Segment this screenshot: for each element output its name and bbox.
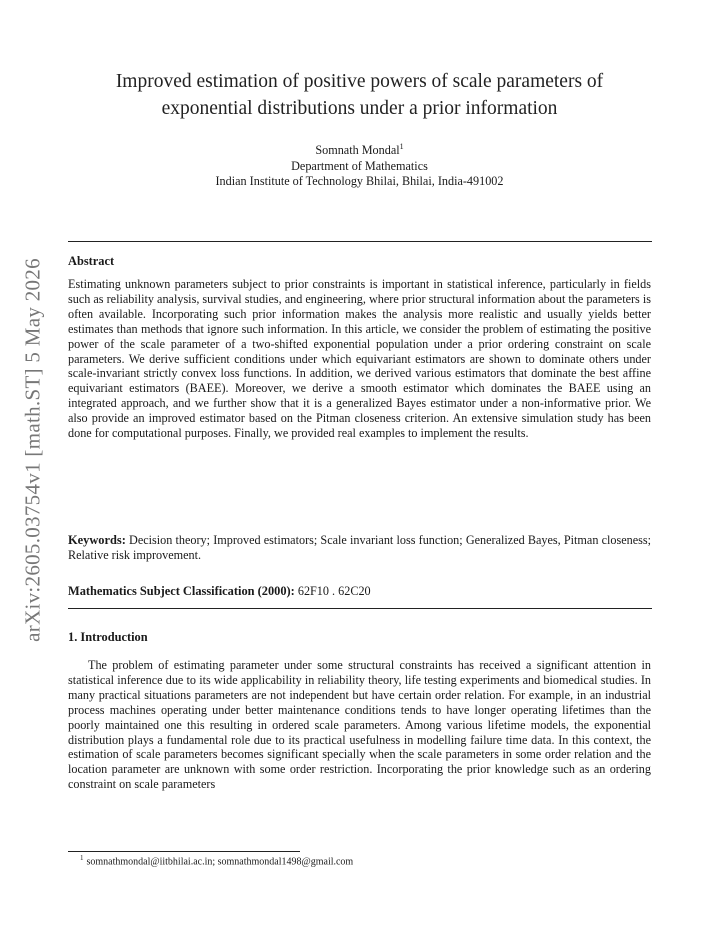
introduction-body: The problem of estimating parameter under some structural constraints has received a significant attention in statistical inference due to its wide applicability in reliability theory, life testing experiments and biomedical studies. In many practical situations parameters are not independent but have certain order relation. For example, in an industrial process machines operating under better maintenance conditions tends to have longer operating lifetimes than the poorly maintained one this resulting in ordered scale parameters. Among various lifetime models, the exponential distribution plays a fundamental role due to its practical usefulness in modelling failure time data. In this context, the estimation of scale parameters becomes significant specially when the scale parameters in some order relation and the location parameter are unknown with some order restriction. Incorporating the prior knowledge such as an ordering constraint on scale parameters: [68, 658, 651, 792]
abstract-heading: [68, 254, 651, 269]
author-name: Somnath Mondal: [315, 143, 400, 158]
author-footnote-mark: 1: [399, 142, 404, 151]
footnote: [80, 854, 353, 867]
msc-classification: [68, 584, 651, 599]
abstract-top-rule: [68, 241, 652, 242]
author-block: [68, 139, 651, 190]
abstract-heading-text: Abstract: [68, 254, 115, 268]
arxiv-sidebar: [18, 250, 48, 650]
msc-label: Mathematics Subject Classification (2000):: [68, 584, 295, 598]
keywords-label: Keywords:: [68, 533, 126, 547]
keywords: [68, 533, 651, 563]
affiliation-institute: Indian Institute of Technology Bhilai, Bhilai, India-491002: [215, 174, 504, 189]
paper-title: [68, 68, 651, 122]
affiliation-department: Department of Mathematics: [291, 158, 428, 173]
keywords-text: Decision theory; Improved estimators; Scale invariant loss function; Generalized Bayes, Pitman closeness; Relative risk improvement.: [68, 533, 652, 562]
arxiv-identifier: arXiv:2605.03754v1 [math.ST] 5 May 2026: [20, 258, 45, 642]
introduction-heading-text: 1. Introduction: [68, 630, 148, 644]
title-line-1: Improved estimation of positive powers of scale parameters of: [115, 71, 604, 92]
author-name-line: [68, 139, 651, 159]
abstract-body: Estimating unknown parameters subject to prior constraints is important in statistical inference, particularly in fields such as reliability analysis, survival studies, and engineering, where prior structural information about the parameters is often available. Incorporating such prior information makes the analysis more realistic and usually yields better estimates than methods that ignore such information. In this article, we consider the problem of estimating the positive power of the scale parameter of a two-shifted exponential population under a prior ordering constraint on scale parameters. We derive sufficient conditions under which equivariant estimators are shown to dominate others under scale-invariant strictly convex loss functions. In addition, we derived various estimators that dominate the best affine equivariant estimators (BAEE). Moreover, we derive a smooth estimator which dominates the BAEE using an integrated approach, and we further show that it is a generalized Bayes estimator under a non-informative prior. We also provide an improved estimator based on the Pitman closeness criterion. An extensive simulation study has been done for computational purposes. Finally, we provided real examples to implement the results.: [68, 277, 651, 441]
title-line-2: exponential distributions under a prior information: [161, 98, 558, 119]
msc-codes: 62F10 . 62C20: [297, 584, 371, 598]
introduction-heading: [68, 630, 651, 645]
footnote-emails: somnathmondal@iitbhilai.ac.in; somnathmondal1498@gmail.com: [86, 856, 354, 868]
footnote-mark: 1: [80, 854, 84, 862]
footnote-rule: [68, 851, 300, 852]
abstract-bottom-rule: [68, 608, 652, 609]
